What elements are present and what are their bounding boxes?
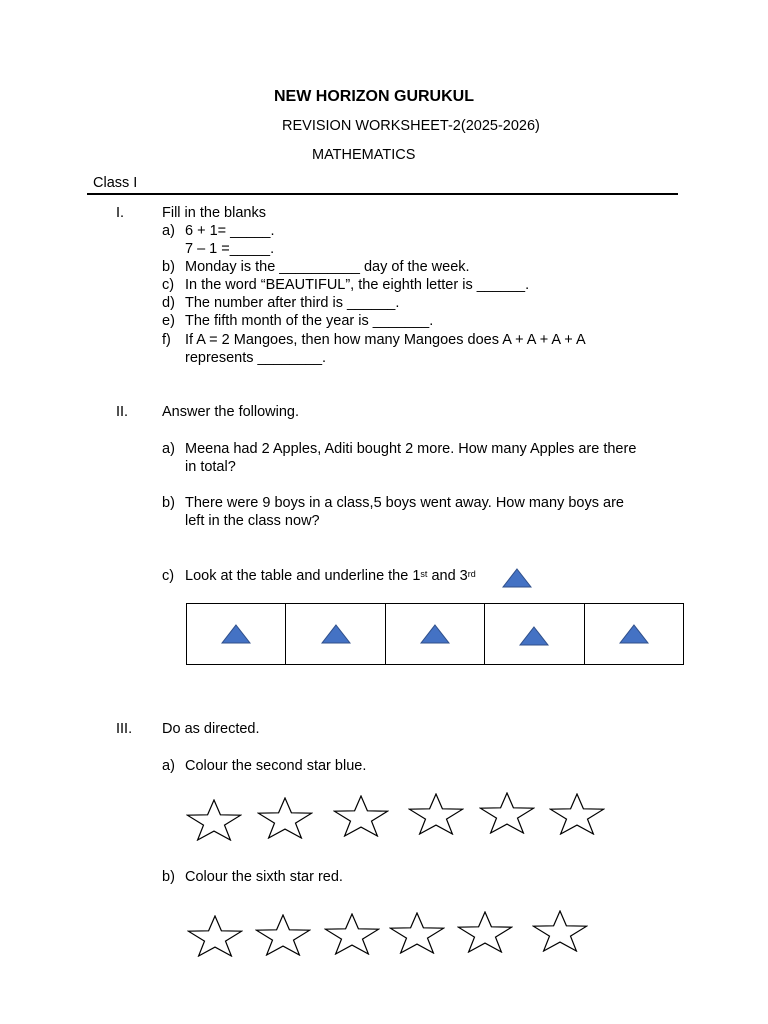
triangle-icon (619, 624, 649, 644)
q1f-marker: f) (162, 332, 171, 348)
star-icon[interactable] (187, 915, 243, 957)
triangle-table (186, 603, 684, 665)
section-2-numeral: II. (116, 404, 129, 420)
q3b-marker: b) (162, 869, 175, 885)
section-2-heading: Answer the following. (162, 404, 300, 420)
q1b-marker: b) (162, 259, 175, 275)
q3b-text: Colour the sixth star red. (185, 869, 343, 885)
worksheet-title: REVISION WORKSHEET-2(2025-2026) (282, 118, 540, 134)
q2b-line-1: There were 9 boys in a class,5 boys went away. How many boys are (185, 495, 624, 511)
star-icon[interactable] (479, 792, 535, 834)
star-icon[interactable] (457, 911, 513, 953)
q1c-text: In the word “BEAUTIFUL”, the eighth letter is ______. (185, 277, 530, 293)
q1a-line-1: 6 + 1= _____. (185, 223, 275, 239)
triangle-cell-4[interactable] (485, 604, 584, 665)
star-icon[interactable] (549, 793, 605, 835)
q2c-sup-st: st (420, 569, 428, 579)
inline-triangle-icon (502, 568, 532, 588)
star-icon[interactable] (324, 913, 380, 955)
star-icon[interactable] (186, 799, 242, 841)
q1d-text: The number after third is ______. (185, 295, 400, 311)
header-rule (87, 193, 678, 195)
triangle-cell-1[interactable] (187, 604, 286, 665)
triangle-icon (519, 626, 549, 646)
star-icon[interactable] (532, 910, 588, 952)
star-icon[interactable] (255, 914, 311, 956)
q1e-text: The fifth month of the year is _______. (185, 313, 434, 329)
q2a-marker: a) (162, 441, 175, 457)
section-1-numeral: I. (116, 205, 125, 221)
section-1-heading: Fill in the blanks (162, 205, 266, 221)
q1a-line-2: 7 – 1 =_____. (185, 241, 275, 257)
q2c-text-part-1: Look at the table and underline the 1 (185, 568, 421, 584)
q2c-text (185, 567, 476, 585)
q1c-marker: c) (162, 277, 175, 293)
school-name: NEW HORIZON GURUKUL (274, 88, 474, 105)
class-label: Class I (93, 175, 138, 191)
star-icon[interactable] (333, 795, 389, 837)
q2c-marker: c) (162, 568, 175, 584)
q1d-marker: d) (162, 295, 175, 311)
triangle-icon (221, 624, 251, 644)
q1a-marker: a) (162, 223, 175, 239)
q2b-line-2: left in the class now? (185, 513, 320, 529)
q2a-line-1: Meena had 2 Apples, Aditi bought 2 more. How many Apples are there (185, 441, 637, 457)
star-icon[interactable] (389, 912, 445, 954)
triangle-cell-5[interactable] (584, 604, 683, 665)
q2a-line-2: in total? (185, 459, 236, 475)
q3a-text: Colour the second star blue. (185, 758, 367, 774)
subject-title: MATHEMATICS (312, 147, 416, 163)
triangle-cell-2[interactable] (286, 604, 385, 665)
section-3-numeral: III. (116, 721, 133, 737)
triangle-icon (420, 624, 450, 644)
q2c-sup-rd: rd (467, 569, 476, 579)
q3a-marker: a) (162, 758, 175, 774)
star-icon[interactable] (257, 797, 313, 839)
triangle-table-row (187, 604, 684, 665)
q2c-text-part-2: and 3 (427, 568, 468, 584)
section-3-heading: Do as directed. (162, 721, 260, 737)
q2b-marker: b) (162, 495, 175, 511)
q1b-text: Monday is the __________ day of the week. (185, 259, 470, 275)
star-icon[interactable] (408, 793, 464, 835)
q1f-line-1: If A = 2 Mangoes, then how many Mangoes does A + A + A + A (185, 332, 586, 348)
q1f-line-2: represents ________. (185, 350, 327, 366)
triangle-icon (321, 624, 351, 644)
triangle-cell-3[interactable] (385, 604, 484, 665)
q1e-marker: e) (162, 313, 175, 329)
